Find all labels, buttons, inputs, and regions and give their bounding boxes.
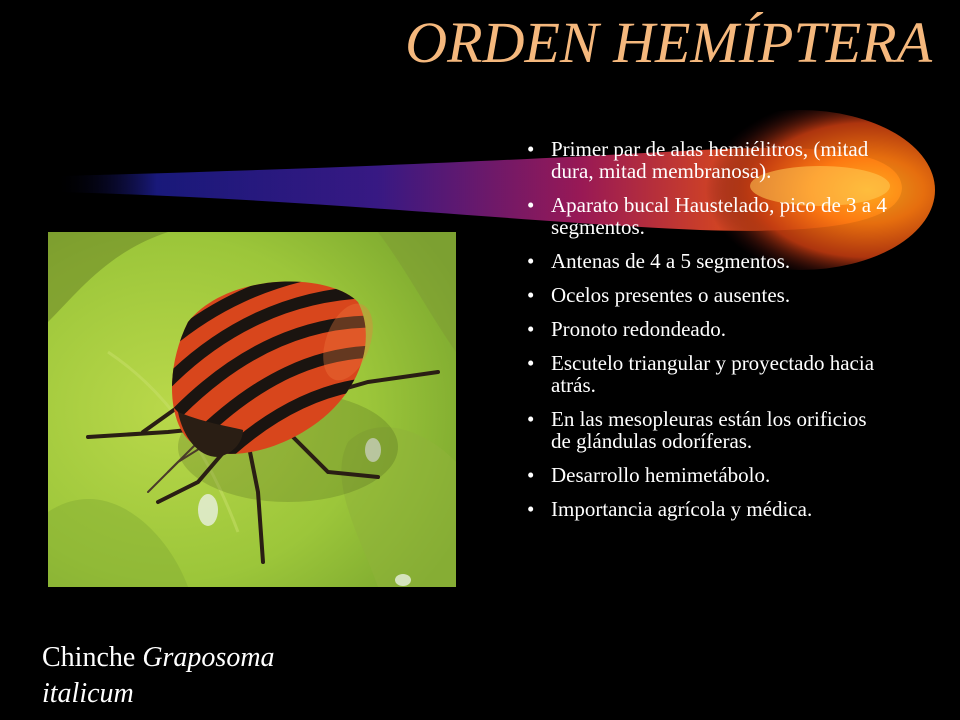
bullet-text: Escutelo triangular y proyectado hacia atrás. xyxy=(551,351,875,397)
bullet-icon: • xyxy=(527,283,535,307)
slide-title: ORDEN HEMÍPTERA xyxy=(405,10,932,75)
list-item xyxy=(527,464,887,486)
caption-common-name: Chinche xyxy=(42,642,136,673)
bullet-text: Ocelos presentes o ausentes. xyxy=(551,283,791,307)
bullet-icon: • xyxy=(527,317,535,341)
photo-caption xyxy=(42,640,342,712)
list-item xyxy=(527,250,887,272)
caption-scientific-name: Graposoma italicum xyxy=(42,642,275,709)
bullet-text: Importancia agrícola y médica. xyxy=(551,497,813,521)
list-item xyxy=(527,318,887,340)
bullet-text: Aparato bucal Haustelado, pico de 3 a 4 segmentos. xyxy=(551,193,887,239)
bullet-text: Pronoto redondeado. xyxy=(551,317,726,341)
list-item xyxy=(527,284,887,306)
bullet-icon: • xyxy=(527,137,535,161)
list-item xyxy=(527,138,887,182)
list-item xyxy=(527,352,887,396)
bullet-text: En las mesopleuras están los orificios de glándulas odoríferas. xyxy=(551,407,867,453)
insect-photo xyxy=(48,232,456,587)
bullet-icon: • xyxy=(527,249,535,273)
bullet-text: Primer par de alas hemiélitros, (mitad dura, mitad membranosa). xyxy=(551,137,869,183)
list-item xyxy=(527,408,887,452)
bullet-icon: • xyxy=(527,497,535,521)
bullet-icon: • xyxy=(527,407,535,431)
characteristics-list xyxy=(527,138,887,532)
bullet-icon: • xyxy=(527,193,535,217)
list-item xyxy=(527,194,887,238)
bullet-text: Antenas de 4 a 5 segmentos. xyxy=(551,249,791,273)
bullet-icon: • xyxy=(527,463,535,487)
bullet-text: Desarrollo hemimetábolo. xyxy=(551,463,771,487)
list-item xyxy=(527,498,887,520)
bullet-icon: • xyxy=(527,351,535,375)
